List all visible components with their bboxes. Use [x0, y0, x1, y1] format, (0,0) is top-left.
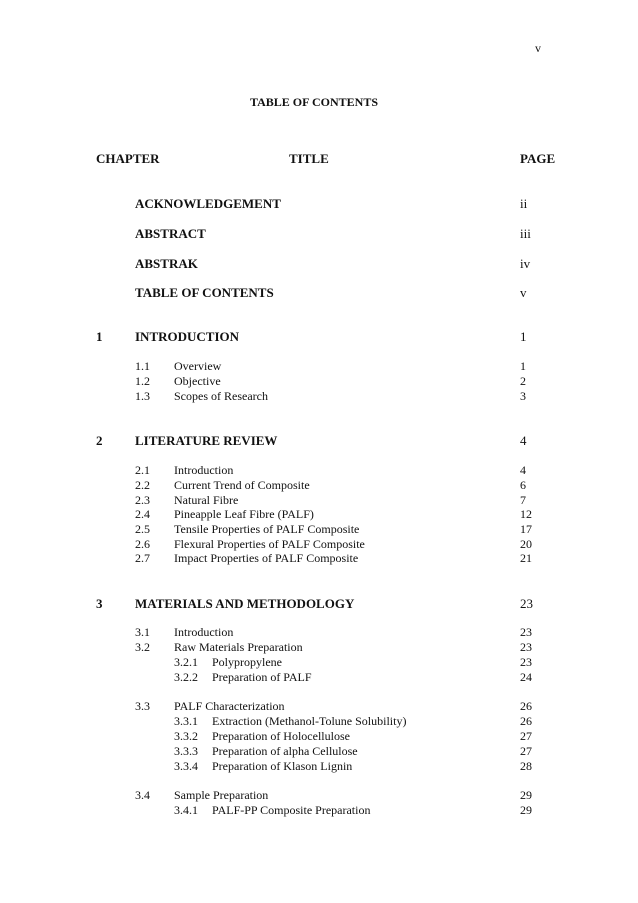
section-page: 26: [520, 699, 532, 713]
page-number: v: [535, 41, 541, 55]
section-page: 29: [520, 788, 532, 802]
section-page: 12: [520, 507, 532, 521]
section-title: PALF-PP Composite Preparation: [212, 803, 371, 817]
section-title: Flexural Properties of PALF Composite: [174, 537, 365, 551]
front-matter-page: ii: [520, 196, 528, 211]
chapter-page: 23: [520, 596, 533, 611]
section-number: 2.1: [135, 463, 150, 477]
chapter-title: INTRODUCTION: [135, 329, 240, 344]
section-title: Overview: [174, 359, 222, 373]
section-page: 24: [520, 670, 532, 684]
section-page: 1: [520, 359, 526, 373]
section-number: 1.1: [135, 359, 150, 373]
section-page: 3: [520, 389, 526, 403]
section-page: 21: [520, 551, 532, 565]
section-title: Current Trend of Composite: [174, 478, 310, 492]
section-number: 3.3.1: [174, 714, 198, 728]
section-page: 4: [520, 463, 526, 477]
front-matter-label: ACKNOWLEDGEMENT: [135, 196, 281, 211]
section-title: Preparation of alpha Cellulose: [212, 744, 358, 758]
section-page: 17: [520, 522, 532, 536]
front-matter-page: iii: [520, 226, 531, 241]
section-title: Pineapple Leaf Fibre (PALF): [174, 507, 314, 521]
section-page: 23: [520, 625, 532, 639]
section-title: Sample Preparation: [174, 788, 269, 802]
section-title: Preparation of Holocellulose: [212, 729, 350, 743]
section-number: 3.4: [135, 788, 150, 802]
section-number: 2.2: [135, 478, 150, 492]
section-page: 23: [520, 640, 532, 654]
front-matter-page: v: [520, 285, 527, 300]
section-page: 29: [520, 803, 532, 817]
front-matter-label: ABSTRACT: [135, 226, 206, 241]
section-number: 3.3: [135, 699, 150, 713]
section-number: 2.3: [135, 493, 150, 507]
section-number: 3.2.1: [174, 655, 198, 669]
section-page: 27: [520, 729, 532, 743]
section-page: 28: [520, 759, 532, 773]
front-matter-page: iv: [520, 256, 531, 271]
column-header-chapter: CHAPTER: [96, 151, 160, 166]
page-title: TABLE OF CONTENTS: [250, 95, 379, 109]
section-title: Preparation of PALF: [212, 670, 312, 684]
chapter-number: 3: [96, 596, 103, 611]
chapter-number: 2: [96, 433, 103, 448]
section-number: 3.4.1: [174, 803, 198, 817]
section-page: 23: [520, 655, 532, 669]
front-matter-label: TABLE OF CONTENTS: [135, 285, 274, 300]
section-number: 2.6: [135, 537, 150, 551]
section-number: 2.4: [135, 507, 150, 521]
section-title: Polypropylene: [212, 655, 282, 669]
front-matter-label: ABSTRAK: [135, 256, 198, 271]
section-title: Impact Properties of PALF Composite: [174, 551, 359, 565]
section-number: 3.3.4: [174, 759, 198, 773]
chapter-page: 1: [520, 329, 527, 344]
section-page: 27: [520, 744, 532, 758]
section-number: 3.3.3: [174, 744, 198, 758]
column-header-title: TITLE: [289, 151, 329, 166]
section-number: 3.3.2: [174, 729, 198, 743]
section-title: Natural Fibre: [174, 493, 239, 507]
section-page: 2: [520, 374, 526, 388]
section-number: 1.3: [135, 389, 150, 403]
section-title: Introduction: [174, 463, 234, 477]
section-page: 26: [520, 714, 532, 728]
column-header-page: PAGE: [520, 151, 556, 166]
section-page: 20: [520, 537, 532, 551]
section-number: 1.2: [135, 374, 150, 388]
section-title: Introduction: [174, 625, 234, 639]
section-title: Preparation of Klason Lignin: [212, 759, 353, 773]
section-title: Objective: [174, 374, 221, 388]
section-page: 7: [520, 493, 526, 507]
chapter-title: LITERATURE REVIEW: [135, 433, 278, 448]
section-title: Tensile Properties of PALF Composite: [174, 522, 360, 536]
section-title: Scopes of Research: [174, 389, 268, 403]
chapter-title: MATERIALS AND METHODOLOGY: [135, 596, 355, 611]
section-number: 2.5: [135, 522, 150, 536]
section-title: PALF Characterization: [174, 699, 285, 713]
section-title: Raw Materials Preparation: [174, 640, 303, 654]
section-page: 6: [520, 478, 526, 492]
section-number: 3.1: [135, 625, 150, 639]
section-number: 2.7: [135, 551, 150, 565]
section-title: Extraction (Methanol-Tolune Solubility): [212, 714, 407, 728]
section-number: 3.2: [135, 640, 150, 654]
chapter-number: 1: [96, 329, 103, 344]
chapter-page: 4: [520, 433, 527, 448]
section-number: 3.2.2: [174, 670, 198, 684]
